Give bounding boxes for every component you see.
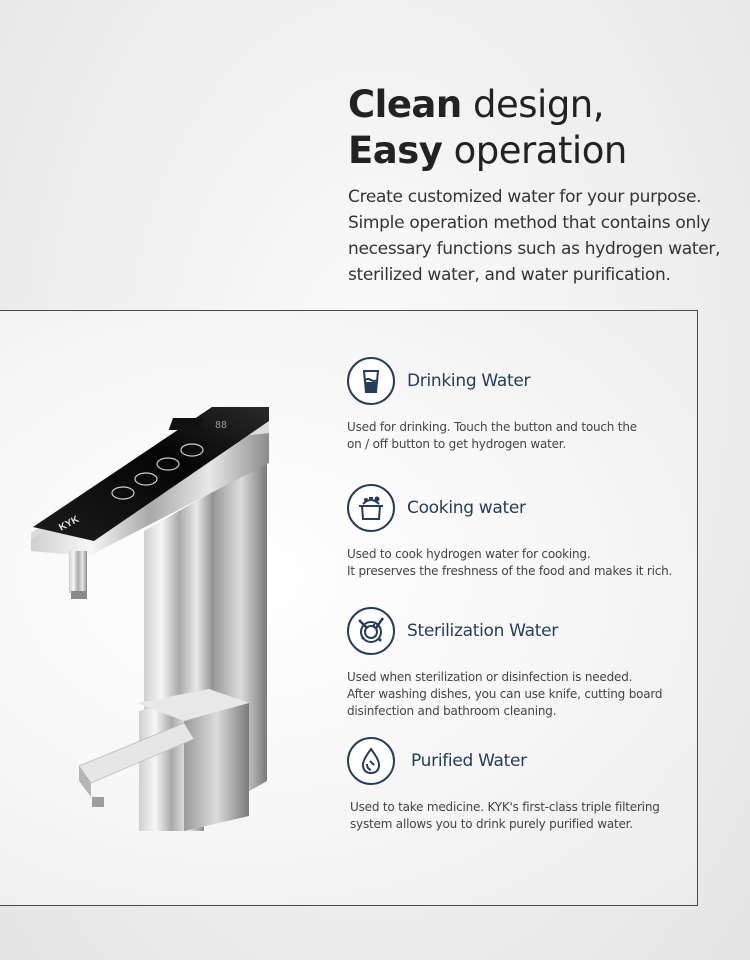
- water-glass-icon: [347, 357, 395, 405]
- feature-title: Purified Water: [411, 751, 527, 771]
- feature-description-line: Used to cook hydrogen water for cooking.: [347, 547, 591, 561]
- feature-description: [350, 799, 687, 833]
- feature-description-line: After washing dishes, you can use knife, cutting board: [347, 687, 663, 701]
- display-readout: 88: [215, 420, 228, 431]
- feature-sterilization-water: [347, 607, 687, 720]
- headline-rest-2: operation: [442, 129, 627, 172]
- feature-title: Drinking Water: [407, 371, 531, 391]
- feature-drinking-water: [347, 357, 687, 453]
- faucet-product-image: [0, 311, 329, 906]
- feature-header: [347, 737, 687, 785]
- cooking-pot-icon: [347, 484, 395, 532]
- headline-line-1: [348, 82, 627, 128]
- feature-header: [347, 484, 687, 532]
- feature-description-line: system allows you to drink purely purified water.: [350, 817, 633, 831]
- feature-description: [347, 419, 687, 453]
- feature-description: [347, 546, 687, 580]
- dish-sterilization-icon: [347, 607, 395, 655]
- intro-paragraph: Create customized water for your purpose. Simple operation method that contains only necessary functions such as hydrogen water, sterilized water, and water purification.: [348, 187, 721, 285]
- feature-header: [347, 607, 687, 655]
- feature-header: [347, 357, 687, 405]
- feature-description: [347, 669, 687, 720]
- brand-logo: KYK: [57, 514, 82, 534]
- feature-description-line: Used to take medicine. KYK's first-class triple filtering: [350, 800, 660, 814]
- feature-cooking-water: [347, 484, 687, 580]
- headline: [348, 82, 627, 174]
- headline-bold-2: Easy: [348, 129, 443, 172]
- feature-description-line: on / off button to get hydrogen water.: [347, 437, 567, 451]
- feature-description-line: Used when sterilization or disinfection is needed.: [347, 670, 633, 684]
- headline-bold-1: Clean: [348, 83, 462, 126]
- feature-description-line: It preserves the freshness of the food and makes it rich.: [347, 564, 673, 578]
- headline-line-2: [348, 128, 627, 174]
- feature-description-line: disinfection and bathroom cleaning.: [347, 704, 557, 718]
- feature-description-line: Used for drinking. Touch the button and touch the: [347, 420, 637, 434]
- headline-rest-1: design,: [461, 83, 605, 126]
- water-drop-icon: [347, 737, 395, 785]
- feature-purified-water: [347, 737, 687, 833]
- feature-title: Sterilization Water: [407, 621, 558, 641]
- feature-title: Cooking water: [407, 498, 526, 518]
- features-panel: [0, 310, 698, 906]
